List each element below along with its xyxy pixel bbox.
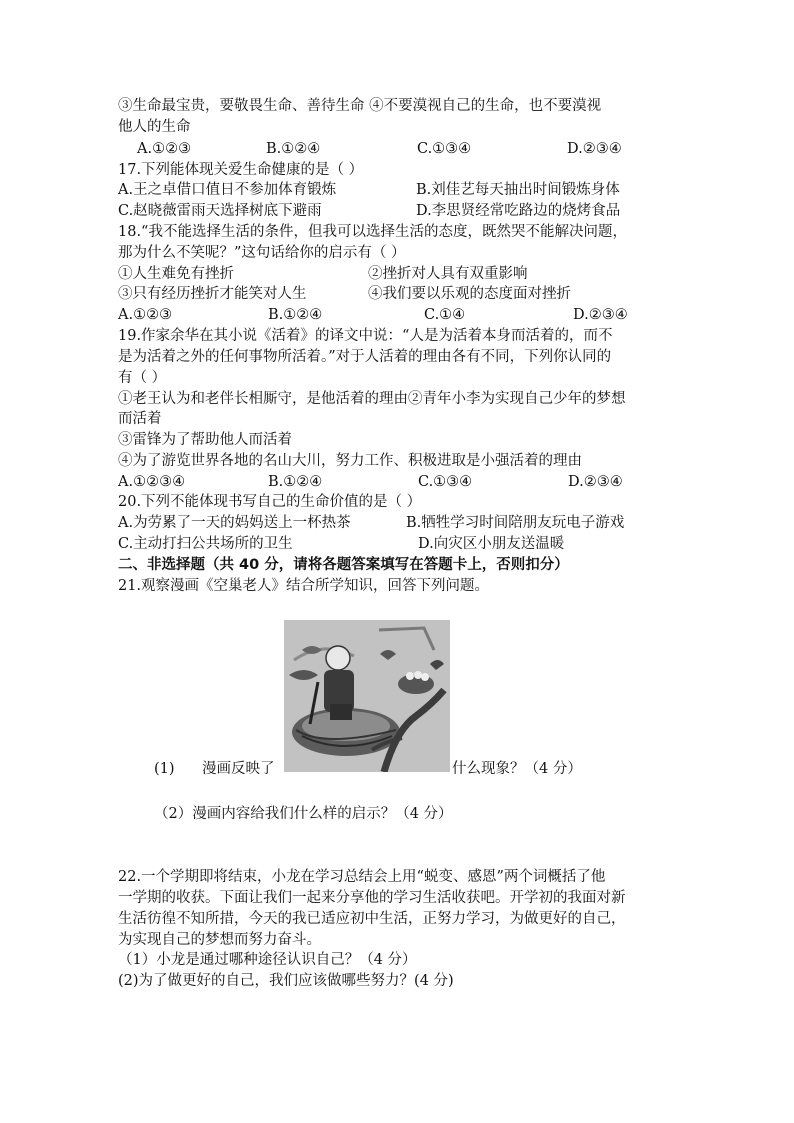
q19-stem: 有（ ） (118, 370, 167, 386)
q21-sub1-number: (1) (154, 761, 175, 777)
q22-stem: 生活彷徨不知所措，今天的我已适应初中生活，正努力学习，为做更好的自己， (118, 911, 626, 927)
q21-sub1-text: 漫画反映了 (202, 761, 275, 777)
q17-option-d[interactable]: D.李思贤经常吃路边的烧烤食品 (416, 203, 621, 219)
q19-option-c[interactable]: C.①③④ (418, 474, 473, 490)
q20-option-d[interactable]: D.向灾区小朋友送温暖 (418, 536, 565, 552)
q17-option-b[interactable]: B.刘佳艺每天抽出时间锻炼身体 (416, 182, 620, 198)
q20-option-a[interactable]: A.为劳累了一天的妈妈送上一杯热茶 (118, 515, 351, 531)
q19-item-line: ④为了游览世界各地的名山大川，努力工作、积极进取是小强活着的理由 (118, 453, 582, 469)
q18-item-1: ①人生难免有挫折 (118, 266, 234, 282)
q17-option-a[interactable]: A.王之卓借口值日不参加体育锻炼 (118, 182, 337, 198)
q16-option-d[interactable]: D.②③④ (567, 141, 622, 157)
q18-stem: 18.“我不能选择生活的条件，但我可以选择生活的态度，既然哭不能解决问题， (118, 224, 627, 240)
q18-option-b[interactable]: B.①②④ (268, 307, 323, 323)
q16-item-line: ③生命最宝贵，要敬畏生命、善待生命 ④不要漠视自己的生命，也不要漠视 (118, 98, 602, 114)
q18-option-d[interactable]: D.②③④ (573, 307, 628, 323)
q21-sub2: （2）漫画内容给我们什么样的启示？（4 分） (154, 806, 453, 822)
q22-stem: 22.一个学期即将结束，小龙在学习总结会上用“蜕变、感恩”两个词概括了他 (118, 869, 606, 885)
q22-stem: 一学期的收获。下面让我们一起来分享他的学习生活收获吧。开学初的我面对新 (118, 890, 626, 906)
q19-option-a[interactable]: A.①②③④ (118, 474, 186, 490)
q16-option-b[interactable]: B.①②④ (266, 141, 321, 157)
q19-item-line: ①老王认为和老伴长相厮守，是他活着的理由②青年小李为实现自己少年的梦想 (118, 391, 626, 407)
q19-stem: 19.作家余华在其小说《活着》的译文中说：“人是为活着本身而活着的，而不 (118, 328, 613, 344)
q21-stem: 21.观察漫画《空巢老人》结合所学知识，回答下列问题。 (118, 578, 490, 594)
q18-option-c[interactable]: C.①④ (424, 307, 466, 323)
q16-item-line: 他人的生命 (118, 119, 191, 135)
q21-sub1-text-end: 什么现象？（4 分） (452, 761, 582, 777)
q18-item-2: ②挫折对人具有双重影响 (368, 266, 528, 282)
q20-option-b[interactable]: B.牺牲学习时间陪朋友玩电子游戏 (406, 515, 625, 531)
q18-option-a[interactable]: A.①②③ (118, 307, 173, 323)
q22-sub2: (2)为了做更好的自己，我们应该做哪些努力？(4 分) (118, 973, 454, 989)
q22-sub1: （1）小龙是通过哪种途径认识自己？（4 分） (118, 952, 417, 968)
q19-item-line: 而活着 (118, 411, 162, 427)
q19-item-line: ③雷锋为了帮助他人而活着 (118, 432, 292, 448)
q16-option-a[interactable]: A.①②③ (137, 141, 192, 157)
q19-stem: 是为活着之外的任何事物所活着。”对于人活着的理由各有不同，下列你认同的 (118, 349, 612, 365)
q22-stem: 为实现自己的梦想而努力奋斗。 (118, 932, 321, 948)
q16-option-c[interactable]: C.①③④ (417, 141, 472, 157)
section-heading: 二、非选择题（共 40 分，请将各题答案填写在答题卡上，否则扣分） (118, 557, 569, 573)
q18-stem: 那为什么不笑呢？”这句话给你的启示有（ ） (118, 245, 406, 261)
q19-option-d[interactable]: D.②③④ (568, 474, 623, 490)
q18-item-4: ④我们要以乐观的态度面对挫折 (368, 286, 571, 302)
q19-option-b[interactable]: B.①②④ (268, 474, 323, 490)
empty-nest-cartoon (284, 620, 450, 772)
cartoon-image (284, 620, 450, 772)
q20-stem: 20.下列不能体现书写自己的生命价值的是（ ） (118, 494, 422, 510)
q17-option-c[interactable]: C.赵晓薇雷雨天选择树底下避雨 (118, 203, 322, 219)
q18-item-3: ③只有经历挫折才能笑对人生 (118, 286, 307, 302)
q20-option-c[interactable]: C.主动打扫公共场所的卫生 (118, 536, 293, 552)
q17-stem: 17.下列能体现关爱生命健康的是（ ） (118, 162, 364, 178)
